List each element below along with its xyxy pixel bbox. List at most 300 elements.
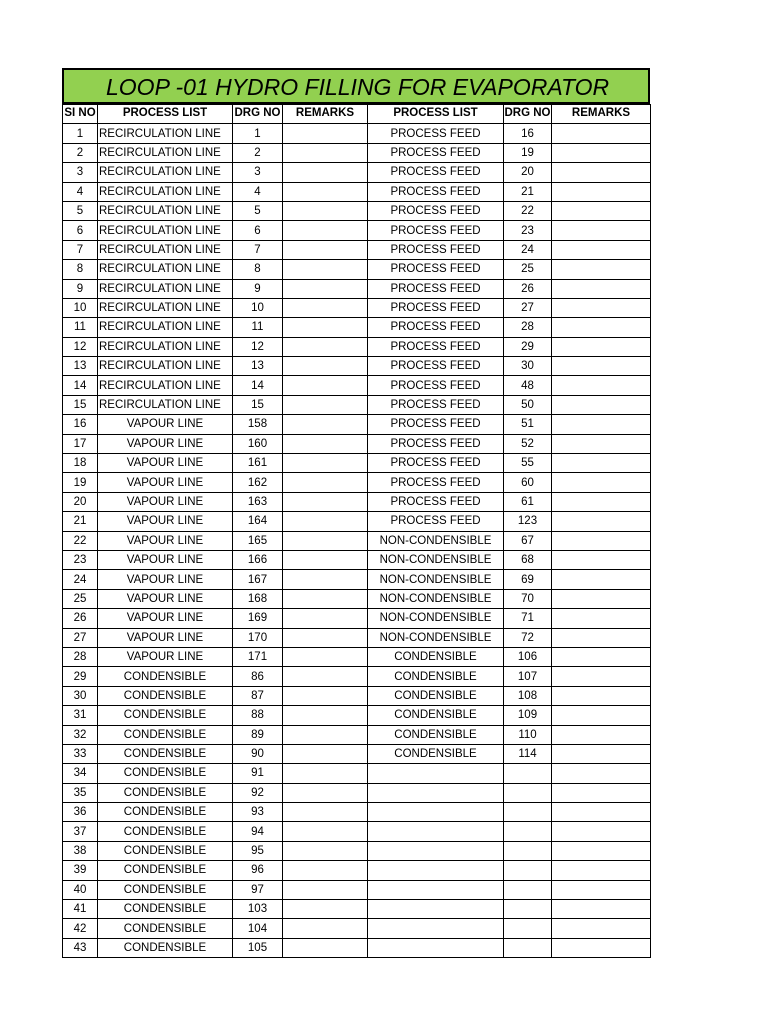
cell-process-list-2[interactable] [368, 822, 504, 841]
cell-process-list-1[interactable]: CONDENSIBLE [98, 861, 233, 880]
cell-remarks-2[interactable] [552, 492, 651, 511]
cell-process-list-2[interactable]: CONDENSIBLE [368, 647, 504, 666]
cell-remarks-2[interactable] [552, 337, 651, 356]
cell-drg-no-1[interactable]: 6 [233, 221, 283, 240]
cell-process-list-1[interactable]: VAPOUR LINE [98, 609, 233, 628]
cell-drg-no-1[interactable]: 4 [233, 182, 283, 201]
cell-process-list-1[interactable]: VAPOUR LINE [98, 550, 233, 569]
cell-remarks-2[interactable] [552, 240, 651, 259]
cell-si-no[interactable]: 36 [63, 803, 98, 822]
cell-drg-no-2[interactable] [504, 783, 552, 802]
cell-process-list-1[interactable]: VAPOUR LINE [98, 647, 233, 666]
cell-drg-no-1[interactable]: 97 [233, 880, 283, 899]
cell-process-list-2[interactable]: PROCESS FEED [368, 357, 504, 376]
cell-drg-no-1[interactable]: 166 [233, 550, 283, 569]
cell-drg-no-2[interactable]: 110 [504, 725, 552, 744]
cell-process-list-1[interactable]: CONDENSIBLE [98, 706, 233, 725]
cell-process-list-1[interactable]: CONDENSIBLE [98, 764, 233, 783]
cell-drg-no-2[interactable] [504, 900, 552, 919]
cell-remarks-2[interactable] [552, 550, 651, 569]
cell-process-list-2[interactable]: CONDENSIBLE [368, 725, 504, 744]
cell-drg-no-2[interactable]: 30 [504, 357, 552, 376]
cell-process-list-1[interactable]: RECIRCULATION LINE [98, 376, 233, 395]
cell-si-no[interactable]: 32 [63, 725, 98, 744]
cell-process-list-1[interactable]: VAPOUR LINE [98, 415, 233, 434]
cell-remarks-1[interactable] [283, 667, 368, 686]
cell-remarks-2[interactable] [552, 725, 651, 744]
cell-drg-no-1[interactable]: 2 [233, 143, 283, 162]
cell-drg-no-1[interactable]: 1 [233, 124, 283, 143]
cell-remarks-2[interactable] [552, 938, 651, 957]
cell-drg-no-1[interactable]: 105 [233, 938, 283, 957]
cell-remarks-2[interactable] [552, 880, 651, 899]
cell-remarks-1[interactable] [283, 473, 368, 492]
cell-process-list-1[interactable]: VAPOUR LINE [98, 434, 233, 453]
cell-drg-no-2[interactable] [504, 919, 552, 938]
cell-remarks-1[interactable] [283, 783, 368, 802]
cell-process-list-2[interactable]: PROCESS FEED [368, 260, 504, 279]
cell-remarks-1[interactable] [283, 337, 368, 356]
cell-process-list-2[interactable]: CONDENSIBLE [368, 686, 504, 705]
cell-si-no[interactable]: 18 [63, 454, 98, 473]
cell-process-list-2[interactable] [368, 900, 504, 919]
cell-process-list-1[interactable]: CONDENSIBLE [98, 725, 233, 744]
cell-drg-no-2[interactable]: 26 [504, 279, 552, 298]
cell-remarks-1[interactable] [283, 589, 368, 608]
cell-remarks-1[interactable] [283, 570, 368, 589]
cell-drg-no-2[interactable]: 67 [504, 531, 552, 550]
cell-si-no[interactable]: 6 [63, 221, 98, 240]
cell-remarks-2[interactable] [552, 454, 651, 473]
cell-process-list-2[interactable]: PROCESS FEED [368, 221, 504, 240]
cell-process-list-1[interactable]: RECIRCULATION LINE [98, 395, 233, 414]
cell-remarks-2[interactable] [552, 589, 651, 608]
cell-si-no[interactable]: 34 [63, 764, 98, 783]
cell-drg-no-1[interactable]: 170 [233, 628, 283, 647]
cell-process-list-1[interactable]: RECIRCULATION LINE [98, 260, 233, 279]
cell-remarks-2[interactable] [552, 182, 651, 201]
cell-remarks-1[interactable] [283, 512, 368, 531]
cell-remarks-2[interactable] [552, 609, 651, 628]
cell-drg-no-1[interactable]: 162 [233, 473, 283, 492]
cell-process-list-2[interactable]: NON-CONDENSIBLE [368, 531, 504, 550]
cell-drg-no-2[interactable] [504, 861, 552, 880]
cell-remarks-2[interactable] [552, 201, 651, 220]
cell-remarks-1[interactable] [283, 182, 368, 201]
cell-drg-no-1[interactable]: 103 [233, 900, 283, 919]
cell-drg-no-1[interactable]: 14 [233, 376, 283, 395]
cell-remarks-1[interactable] [283, 647, 368, 666]
cell-drg-no-2[interactable]: 25 [504, 260, 552, 279]
cell-process-list-2[interactable]: PROCESS FEED [368, 201, 504, 220]
cell-process-list-1[interactable]: VAPOUR LINE [98, 454, 233, 473]
cell-drg-no-1[interactable]: 91 [233, 764, 283, 783]
cell-process-list-2[interactable]: PROCESS FEED [368, 434, 504, 453]
cell-si-no[interactable]: 19 [63, 473, 98, 492]
cell-si-no[interactable]: 31 [63, 706, 98, 725]
cell-drg-no-2[interactable]: 23 [504, 221, 552, 240]
cell-remarks-1[interactable] [283, 938, 368, 957]
cell-remarks-1[interactable] [283, 454, 368, 473]
cell-drg-no-2[interactable]: 48 [504, 376, 552, 395]
cell-drg-no-1[interactable]: 171 [233, 647, 283, 666]
cell-si-no[interactable]: 3 [63, 163, 98, 182]
cell-drg-no-1[interactable]: 10 [233, 298, 283, 317]
cell-remarks-1[interactable] [283, 744, 368, 763]
cell-process-list-1[interactable]: VAPOUR LINE [98, 492, 233, 511]
cell-si-no[interactable]: 13 [63, 357, 98, 376]
cell-process-list-2[interactable]: CONDENSIBLE [368, 667, 504, 686]
cell-remarks-2[interactable] [552, 143, 651, 162]
cell-remarks-2[interactable] [552, 395, 651, 414]
cell-remarks-2[interactable] [552, 124, 651, 143]
cell-si-no[interactable]: 23 [63, 550, 98, 569]
cell-drg-no-2[interactable]: 69 [504, 570, 552, 589]
cell-drg-no-1[interactable]: 3 [233, 163, 283, 182]
cell-drg-no-1[interactable]: 161 [233, 454, 283, 473]
cell-drg-no-2[interactable]: 21 [504, 182, 552, 201]
cell-process-list-2[interactable]: PROCESS FEED [368, 415, 504, 434]
cell-drg-no-2[interactable]: 24 [504, 240, 552, 259]
cell-process-list-1[interactable]: CONDENSIBLE [98, 783, 233, 802]
cell-remarks-2[interactable] [552, 822, 651, 841]
cell-process-list-1[interactable]: RECIRCULATION LINE [98, 337, 233, 356]
cell-si-no[interactable]: 7 [63, 240, 98, 259]
cell-drg-no-1[interactable]: 86 [233, 667, 283, 686]
cell-remarks-1[interactable] [283, 822, 368, 841]
cell-drg-no-1[interactable]: 9 [233, 279, 283, 298]
cell-drg-no-2[interactable]: 107 [504, 667, 552, 686]
cell-drg-no-2[interactable]: 114 [504, 744, 552, 763]
cell-remarks-2[interactable] [552, 647, 651, 666]
cell-si-no[interactable]: 16 [63, 415, 98, 434]
cell-drg-no-2[interactable]: 51 [504, 415, 552, 434]
cell-process-list-1[interactable]: RECIRCULATION LINE [98, 279, 233, 298]
cell-process-list-2[interactable] [368, 783, 504, 802]
cell-remarks-2[interactable] [552, 415, 651, 434]
cell-drg-no-1[interactable]: 104 [233, 919, 283, 938]
cell-remarks-2[interactable] [552, 744, 651, 763]
cell-drg-no-2[interactable]: 27 [504, 298, 552, 317]
cell-process-list-1[interactable]: VAPOUR LINE [98, 628, 233, 647]
cell-process-list-2[interactable] [368, 938, 504, 957]
cell-remarks-1[interactable] [283, 609, 368, 628]
cell-process-list-1[interactable]: VAPOUR LINE [98, 473, 233, 492]
cell-process-list-1[interactable]: CONDENSIBLE [98, 938, 233, 957]
cell-remarks-2[interactable] [552, 706, 651, 725]
cell-process-list-1[interactable]: CONDENSIBLE [98, 744, 233, 763]
cell-process-list-2[interactable]: NON-CONDENSIBLE [368, 589, 504, 608]
cell-remarks-1[interactable] [283, 415, 368, 434]
cell-process-list-1[interactable]: RECIRCULATION LINE [98, 143, 233, 162]
cell-drg-no-2[interactable] [504, 822, 552, 841]
cell-drg-no-1[interactable]: 164 [233, 512, 283, 531]
cell-drg-no-2[interactable]: 71 [504, 609, 552, 628]
cell-remarks-1[interactable] [283, 357, 368, 376]
cell-process-list-2[interactable]: NON-CONDENSIBLE [368, 570, 504, 589]
cell-process-list-2[interactable]: NON-CONDENSIBLE [368, 609, 504, 628]
cell-si-no[interactable]: 2 [63, 143, 98, 162]
cell-remarks-1[interactable] [283, 550, 368, 569]
cell-remarks-1[interactable] [283, 531, 368, 550]
cell-process-list-1[interactable]: CONDENSIBLE [98, 803, 233, 822]
cell-drg-no-1[interactable]: 13 [233, 357, 283, 376]
cell-drg-no-2[interactable]: 109 [504, 706, 552, 725]
cell-remarks-2[interactable] [552, 512, 651, 531]
cell-process-list-2[interactable] [368, 764, 504, 783]
cell-drg-no-1[interactable]: 163 [233, 492, 283, 511]
cell-drg-no-2[interactable]: 108 [504, 686, 552, 705]
cell-si-no[interactable]: 15 [63, 395, 98, 414]
cell-process-list-2[interactable]: PROCESS FEED [368, 163, 504, 182]
cell-process-list-1[interactable]: RECIRCULATION LINE [98, 201, 233, 220]
cell-process-list-2[interactable]: PROCESS FEED [368, 279, 504, 298]
cell-remarks-2[interactable] [552, 473, 651, 492]
cell-drg-no-1[interactable]: 93 [233, 803, 283, 822]
cell-drg-no-2[interactable]: 106 [504, 647, 552, 666]
cell-drg-no-1[interactable]: 92 [233, 783, 283, 802]
cell-drg-no-2[interactable] [504, 803, 552, 822]
cell-remarks-2[interactable] [552, 783, 651, 802]
cell-si-no[interactable]: 8 [63, 260, 98, 279]
cell-si-no[interactable]: 39 [63, 861, 98, 880]
cell-remarks-2[interactable] [552, 570, 651, 589]
cell-drg-no-1[interactable]: 165 [233, 531, 283, 550]
cell-remarks-1[interactable] [283, 201, 368, 220]
cell-drg-no-1[interactable]: 167 [233, 570, 283, 589]
cell-remarks-2[interactable] [552, 531, 651, 550]
cell-si-no[interactable]: 26 [63, 609, 98, 628]
cell-remarks-2[interactable] [552, 221, 651, 240]
cell-process-list-2[interactable]: PROCESS FEED [368, 473, 504, 492]
cell-process-list-2[interactable]: PROCESS FEED [368, 512, 504, 531]
cell-process-list-2[interactable]: NON-CONDENSIBLE [368, 550, 504, 569]
cell-drg-no-1[interactable]: 87 [233, 686, 283, 705]
cell-remarks-2[interactable] [552, 667, 651, 686]
cell-remarks-1[interactable] [283, 841, 368, 860]
cell-process-list-2[interactable]: PROCESS FEED [368, 337, 504, 356]
cell-remarks-2[interactable] [552, 376, 651, 395]
cell-si-no[interactable]: 9 [63, 279, 98, 298]
cell-drg-no-2[interactable] [504, 938, 552, 957]
cell-process-list-2[interactable]: PROCESS FEED [368, 240, 504, 259]
cell-process-list-2[interactable]: PROCESS FEED [368, 376, 504, 395]
cell-process-list-1[interactable]: RECIRCULATION LINE [98, 163, 233, 182]
cell-si-no[interactable]: 40 [63, 880, 98, 899]
cell-drg-no-2[interactable]: 60 [504, 473, 552, 492]
cell-remarks-1[interactable] [283, 706, 368, 725]
cell-remarks-2[interactable] [552, 298, 651, 317]
cell-remarks-2[interactable] [552, 279, 651, 298]
cell-process-list-1[interactable]: RECIRCULATION LINE [98, 221, 233, 240]
cell-remarks-1[interactable] [283, 764, 368, 783]
cell-remarks-1[interactable] [283, 880, 368, 899]
cell-drg-no-1[interactable]: 158 [233, 415, 283, 434]
cell-process-list-1[interactable]: VAPOUR LINE [98, 531, 233, 550]
cell-si-no[interactable]: 17 [63, 434, 98, 453]
cell-si-no[interactable]: 20 [63, 492, 98, 511]
cell-drg-no-1[interactable]: 94 [233, 822, 283, 841]
cell-remarks-1[interactable] [283, 803, 368, 822]
cell-si-no[interactable]: 22 [63, 531, 98, 550]
cell-process-list-1[interactable]: CONDENSIBLE [98, 667, 233, 686]
cell-process-list-2[interactable] [368, 841, 504, 860]
cell-process-list-1[interactable]: CONDENSIBLE [98, 686, 233, 705]
cell-remarks-1[interactable] [283, 900, 368, 919]
cell-remarks-1[interactable] [283, 240, 368, 259]
cell-drg-no-1[interactable]: 90 [233, 744, 283, 763]
cell-remarks-2[interactable] [552, 318, 651, 337]
cell-remarks-1[interactable] [283, 919, 368, 938]
cell-process-list-2[interactable]: CONDENSIBLE [368, 706, 504, 725]
cell-remarks-1[interactable] [283, 318, 368, 337]
cell-remarks-2[interactable] [552, 803, 651, 822]
cell-drg-no-1[interactable]: 160 [233, 434, 283, 453]
cell-si-no[interactable]: 25 [63, 589, 98, 608]
cell-drg-no-1[interactable]: 8 [233, 260, 283, 279]
cell-si-no[interactable]: 21 [63, 512, 98, 531]
cell-process-list-1[interactable]: CONDENSIBLE [98, 880, 233, 899]
cell-process-list-1[interactable]: RECIRCULATION LINE [98, 182, 233, 201]
cell-remarks-2[interactable] [552, 163, 651, 182]
cell-si-no[interactable]: 24 [63, 570, 98, 589]
cell-si-no[interactable]: 4 [63, 182, 98, 201]
cell-si-no[interactable]: 10 [63, 298, 98, 317]
cell-process-list-2[interactable] [368, 919, 504, 938]
cell-process-list-1[interactable]: RECIRCULATION LINE [98, 357, 233, 376]
cell-remarks-2[interactable] [552, 434, 651, 453]
cell-remarks-1[interactable] [283, 124, 368, 143]
cell-process-list-1[interactable]: RECIRCULATION LINE [98, 124, 233, 143]
cell-si-no[interactable]: 41 [63, 900, 98, 919]
cell-drg-no-1[interactable]: 88 [233, 706, 283, 725]
cell-si-no[interactable]: 27 [63, 628, 98, 647]
cell-process-list-2[interactable]: PROCESS FEED [368, 298, 504, 317]
cell-drg-no-2[interactable]: 20 [504, 163, 552, 182]
cell-si-no[interactable]: 5 [63, 201, 98, 220]
cell-process-list-1[interactable]: CONDENSIBLE [98, 841, 233, 860]
cell-drg-no-2[interactable]: 72 [504, 628, 552, 647]
cell-drg-no-1[interactable]: 96 [233, 861, 283, 880]
cell-remarks-1[interactable] [283, 628, 368, 647]
cell-process-list-2[interactable] [368, 803, 504, 822]
cell-drg-no-2[interactable] [504, 841, 552, 860]
cell-process-list-1[interactable]: CONDENSIBLE [98, 919, 233, 938]
cell-process-list-2[interactable]: PROCESS FEED [368, 318, 504, 337]
cell-si-no[interactable]: 38 [63, 841, 98, 860]
cell-drg-no-2[interactable]: 68 [504, 550, 552, 569]
cell-si-no[interactable]: 11 [63, 318, 98, 337]
cell-drg-no-2[interactable]: 28 [504, 318, 552, 337]
cell-drg-no-2[interactable]: 50 [504, 395, 552, 414]
cell-drg-no-2[interactable]: 16 [504, 124, 552, 143]
cell-si-no[interactable]: 30 [63, 686, 98, 705]
cell-process-list-1[interactable]: VAPOUR LINE [98, 589, 233, 608]
cell-si-no[interactable]: 35 [63, 783, 98, 802]
cell-process-list-2[interactable]: PROCESS FEED [368, 454, 504, 473]
cell-process-list-1[interactable]: RECIRCULATION LINE [98, 318, 233, 337]
cell-process-list-2[interactable]: PROCESS FEED [368, 124, 504, 143]
cell-remarks-2[interactable] [552, 628, 651, 647]
cell-si-no[interactable]: 37 [63, 822, 98, 841]
cell-drg-no-1[interactable]: 95 [233, 841, 283, 860]
cell-si-no[interactable]: 43 [63, 938, 98, 957]
cell-process-list-1[interactable]: CONDENSIBLE [98, 822, 233, 841]
cell-remarks-1[interactable] [283, 143, 368, 162]
cell-remarks-2[interactable] [552, 260, 651, 279]
cell-remarks-1[interactable] [283, 492, 368, 511]
cell-process-list-2[interactable]: PROCESS FEED [368, 395, 504, 414]
cell-drg-no-1[interactable]: 11 [233, 318, 283, 337]
cell-process-list-1[interactable]: RECIRCULATION LINE [98, 298, 233, 317]
cell-drg-no-1[interactable]: 7 [233, 240, 283, 259]
cell-remarks-2[interactable] [552, 764, 651, 783]
cell-drg-no-2[interactable] [504, 880, 552, 899]
cell-process-list-1[interactable]: VAPOUR LINE [98, 512, 233, 531]
cell-remarks-2[interactable] [552, 357, 651, 376]
cell-process-list-1[interactable]: VAPOUR LINE [98, 570, 233, 589]
cell-process-list-2[interactable]: PROCESS FEED [368, 492, 504, 511]
cell-remarks-1[interactable] [283, 298, 368, 317]
cell-drg-no-1[interactable]: 15 [233, 395, 283, 414]
cell-drg-no-2[interactable]: 29 [504, 337, 552, 356]
cell-drg-no-1[interactable]: 12 [233, 337, 283, 356]
cell-remarks-1[interactable] [283, 163, 368, 182]
cell-drg-no-2[interactable]: 55 [504, 454, 552, 473]
cell-drg-no-2[interactable] [504, 764, 552, 783]
cell-remarks-2[interactable] [552, 919, 651, 938]
cell-process-list-2[interactable]: NON-CONDENSIBLE [368, 628, 504, 647]
cell-remarks-1[interactable] [283, 686, 368, 705]
cell-remarks-1[interactable] [283, 725, 368, 744]
cell-drg-no-2[interactable]: 22 [504, 201, 552, 220]
cell-remarks-1[interactable] [283, 376, 368, 395]
cell-process-list-2[interactable]: CONDENSIBLE [368, 744, 504, 763]
cell-remarks-1[interactable] [283, 221, 368, 240]
cell-remarks-1[interactable] [283, 861, 368, 880]
cell-si-no[interactable]: 28 [63, 647, 98, 666]
cell-drg-no-2[interactable]: 19 [504, 143, 552, 162]
cell-si-no[interactable]: 42 [63, 919, 98, 938]
cell-drg-no-1[interactable]: 89 [233, 725, 283, 744]
cell-remarks-1[interactable] [283, 395, 368, 414]
cell-drg-no-1[interactable]: 169 [233, 609, 283, 628]
cell-process-list-2[interactable]: PROCESS FEED [368, 143, 504, 162]
cell-si-no[interactable]: 29 [63, 667, 98, 686]
cell-drg-no-2[interactable]: 70 [504, 589, 552, 608]
cell-drg-no-1[interactable]: 168 [233, 589, 283, 608]
cell-process-list-2[interactable]: PROCESS FEED [368, 182, 504, 201]
cell-remarks-2[interactable] [552, 900, 651, 919]
cell-remarks-1[interactable] [283, 279, 368, 298]
cell-remarks-2[interactable] [552, 686, 651, 705]
cell-remarks-2[interactable] [552, 861, 651, 880]
cell-drg-no-2[interactable]: 52 [504, 434, 552, 453]
cell-drg-no-2[interactable]: 123 [504, 512, 552, 531]
cell-remarks-1[interactable] [283, 434, 368, 453]
cell-si-no[interactable]: 14 [63, 376, 98, 395]
cell-remarks-2[interactable] [552, 841, 651, 860]
cell-si-no[interactable]: 12 [63, 337, 98, 356]
cell-remarks-1[interactable] [283, 260, 368, 279]
cell-si-no[interactable]: 1 [63, 124, 98, 143]
cell-si-no[interactable]: 33 [63, 744, 98, 763]
cell-drg-no-2[interactable]: 61 [504, 492, 552, 511]
cell-process-list-1[interactable]: CONDENSIBLE [98, 900, 233, 919]
cell-process-list-2[interactable] [368, 861, 504, 880]
cell-drg-no-1[interactable]: 5 [233, 201, 283, 220]
cell-process-list-2[interactable] [368, 880, 504, 899]
